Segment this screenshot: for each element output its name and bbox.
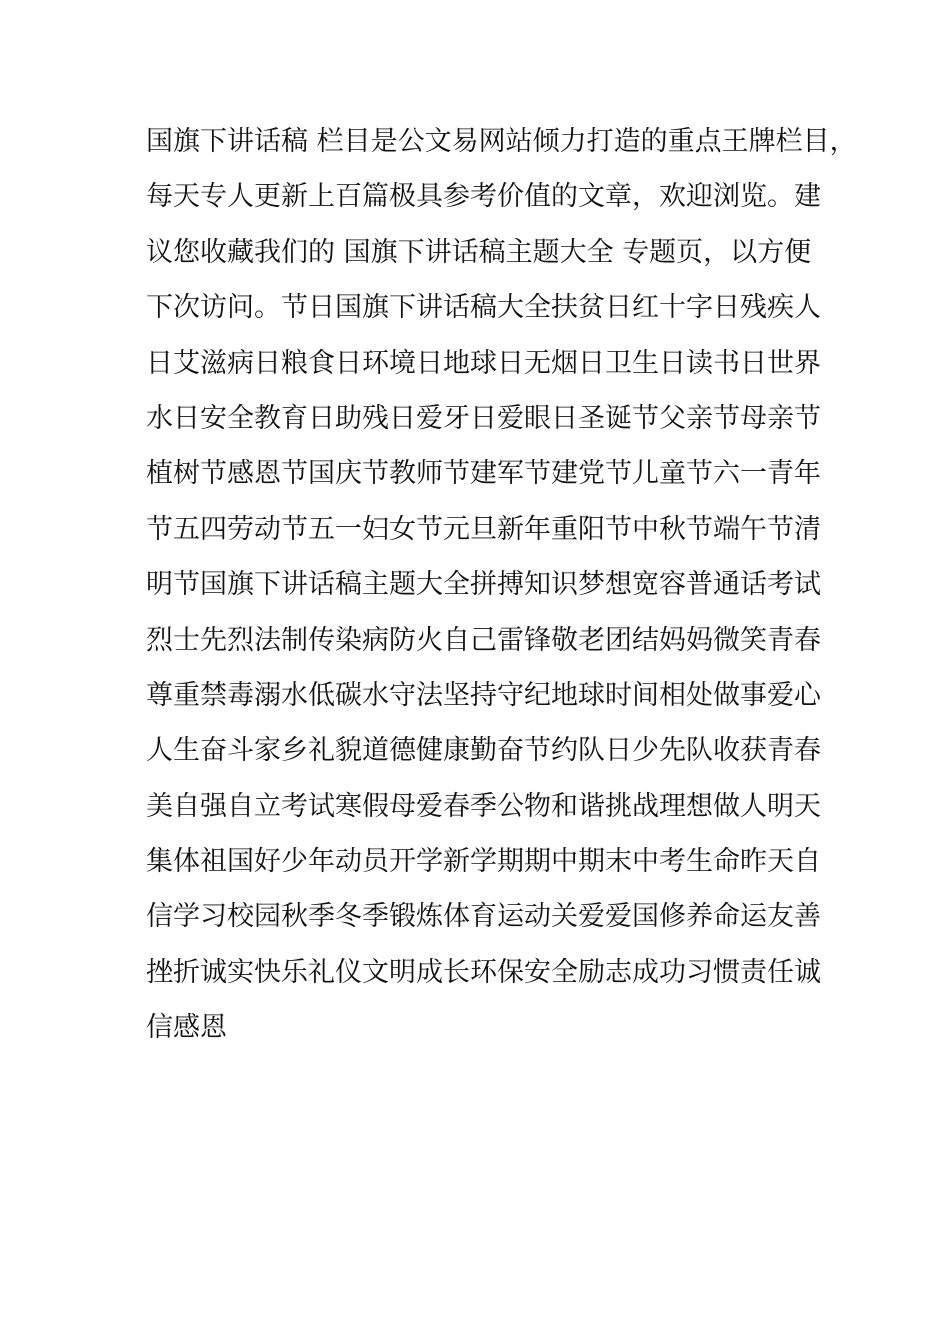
text-line-8: 节五四劳动节五一妇女节元旦新年重阳节中秋节端午节清 — [146, 513, 821, 545]
document-body — [146, 114, 857, 1056]
text-line-5: 日艾滋病日粮食日环境日地球日无烟日卫生日读书日世界 — [146, 347, 821, 379]
text-line-17: 信感恩 — [146, 1012, 227, 1044]
text-line-10: 烈士先烈法制传染病防火自己雷锋敬老团结妈妈微笑青春 — [146, 624, 821, 656]
text-line-7: 植树节感恩节国庆节教师节建军节建党节儿童节六一青年 — [146, 458, 821, 490]
text-line-11: 尊重禁毒溺水低碳水守法坚持守纪地球时间相处做事爱心 — [146, 679, 821, 711]
text-line-15: 信学习校园秋季冬季锻炼体育运动关爱爱国修养命运友善 — [146, 901, 821, 933]
text-line-3: 议您收藏我们的 国旗下讲话稿主题大全 专题页，以方便 — [146, 236, 812, 268]
text-line-6: 水日安全教育日助残日爱牙日爱眼日圣诞节父亲节母亲节 — [146, 402, 821, 434]
text-line-14: 集体祖国好少年动员开学新学期期中期末中考生命昨天自 — [146, 846, 821, 878]
text-line-16: 挫折诚实快乐礼仪文明成长环保安全励志成功习惯责任诚 — [146, 956, 821, 988]
text-line-12: 人生奋斗家乡礼貌道德健康勤奋节约队日少先队收获青春 — [146, 735, 821, 767]
text-line-2: 每天专人更新上百篇极具参考价值的文章，欢迎浏览。建 — [146, 181, 821, 213]
text-line-13: 美自强自立考试寒假母爱春季公物和谐挑战理想做人明天 — [146, 790, 821, 822]
text-line-9: 明节国旗下讲话稿主题大全拼搏知识梦想宽容普通话考试 — [146, 569, 821, 601]
text-line-1: 国旗下讲话稿 栏目是公文易网站倾力打造的重点王牌栏目， — [146, 126, 857, 157]
text-line-4: 下次访问。节日国旗下讲话稿大全扶贫日红十字日残疾人 — [146, 292, 821, 324]
